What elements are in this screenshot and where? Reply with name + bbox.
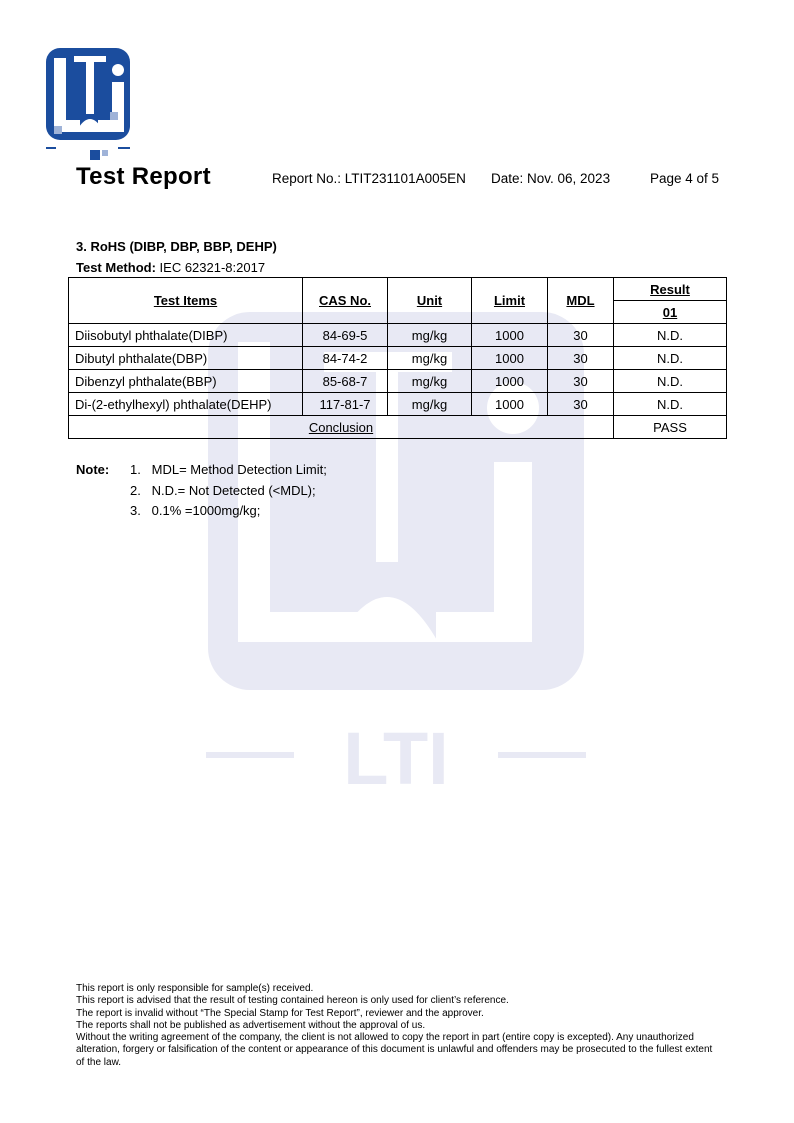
note-number: 3. <box>130 503 141 518</box>
header-cas-no: CAS No. <box>303 278 388 324</box>
cell-mdl: 30 <box>548 393 614 416</box>
cell-limit: 1000 <box>472 347 548 370</box>
table-row <box>69 324 727 347</box>
cell-unit: mg/kg <box>388 347 472 370</box>
cell-mdl: 30 <box>548 347 614 370</box>
header-result: Result <box>614 278 727 301</box>
table-row <box>69 370 727 393</box>
note-label: Note: <box>76 462 110 477</box>
test-method-label: Test Method: <box>76 260 156 275</box>
cell-cas: 85-68-7 <box>303 370 388 393</box>
cell-cas: 117-81-7 <box>303 393 388 416</box>
cell-limit: 1000 <box>472 393 548 416</box>
cell-item: Dibenzyl phthalate(BBP) <box>69 370 303 393</box>
conclusion-label: Conclusion <box>69 416 614 439</box>
note-text: MDL= Method Detection Limit; <box>151 462 327 477</box>
report-number: Report No.: LTIT231101A005EN <box>272 171 466 186</box>
cell-unit: mg/kg <box>388 370 472 393</box>
footer-line: The reports shall not be published as advertisement without the approval of us. <box>76 1019 426 1031</box>
header-limit: Limit <box>472 278 548 324</box>
section-title: 3. RoHS (DIBP, DBP, BBP, DEHP) <box>76 239 277 254</box>
footer-line: This report is advised that the result of testing contained hereon is only used for client’s reference. <box>76 995 509 1007</box>
report-title: Test Report <box>76 163 211 190</box>
notes-list <box>130 462 327 524</box>
cell-limit: 1000 <box>472 324 548 347</box>
lti-logo-icon <box>46 46 132 162</box>
header-result-sub: 01 <box>614 301 727 324</box>
footer-line: Without the writing agreement of the company, the client is not allowed to copy the report in part (entire copy is excepted). Any unauthorized alteration, forgery or falsification of the content or appearance of this document is unlawful and offenders may be prosecuted to the fullest extent of the law. <box>76 1032 713 1068</box>
report-date: Date: Nov. 06, 2023 <box>491 171 611 186</box>
footer-line: This report is only responsible for sample(s) received. <box>76 983 314 994</box>
note-text: N.D.= Not Detected (<MDL); <box>151 482 316 498</box>
note-number: 2. <box>130 482 141 498</box>
cell-item: Dibutyl phthalate(DBP) <box>69 347 303 370</box>
cell-result: N.D. <box>614 324 727 347</box>
results-table <box>68 277 727 439</box>
list-item <box>130 503 327 524</box>
list-item <box>130 483 327 504</box>
note-number: 1. <box>130 462 141 477</box>
cell-cas: 84-69-5 <box>303 324 388 347</box>
cell-mdl: 30 <box>548 324 614 347</box>
cell-item: Diisobutyl phthalate(DIBP) <box>69 324 303 347</box>
header-mdl: MDL <box>548 278 614 324</box>
footer-line: The report is invalid without “The Special Stamp for Test Report”, reviewer and the approver. <box>76 1007 484 1019</box>
cell-result: N.D. <box>614 347 727 370</box>
conclusion-value: PASS <box>614 416 727 439</box>
cell-unit: mg/kg <box>388 324 472 347</box>
test-method-value: IEC 62321-8:2017 <box>159 260 266 275</box>
test-method <box>76 260 265 275</box>
cell-mdl: 30 <box>548 370 614 393</box>
cell-unit: mg/kg <box>388 393 472 416</box>
footer-disclaimer <box>76 983 716 1069</box>
cell-cas: 84-74-2 <box>303 347 388 370</box>
table-row <box>69 347 727 370</box>
cell-item: Di-(2-ethylhexyl) phthalate(DEHP) <box>69 393 303 416</box>
watermark-text: LTI <box>343 717 449 792</box>
table-row <box>69 393 727 416</box>
cell-result: N.D. <box>614 370 727 393</box>
cell-result: N.D. <box>614 393 727 416</box>
cell-limit: 1000 <box>472 370 548 393</box>
header-test-items: Test Items <box>69 278 303 324</box>
header-unit: Unit <box>388 278 472 324</box>
note-text: 0.1% =1000mg/kg; <box>151 503 261 518</box>
table-header-row <box>69 278 727 301</box>
conclusion-row <box>69 416 727 439</box>
page-number: Page 4 of 5 <box>650 171 720 186</box>
list-item <box>130 462 327 483</box>
